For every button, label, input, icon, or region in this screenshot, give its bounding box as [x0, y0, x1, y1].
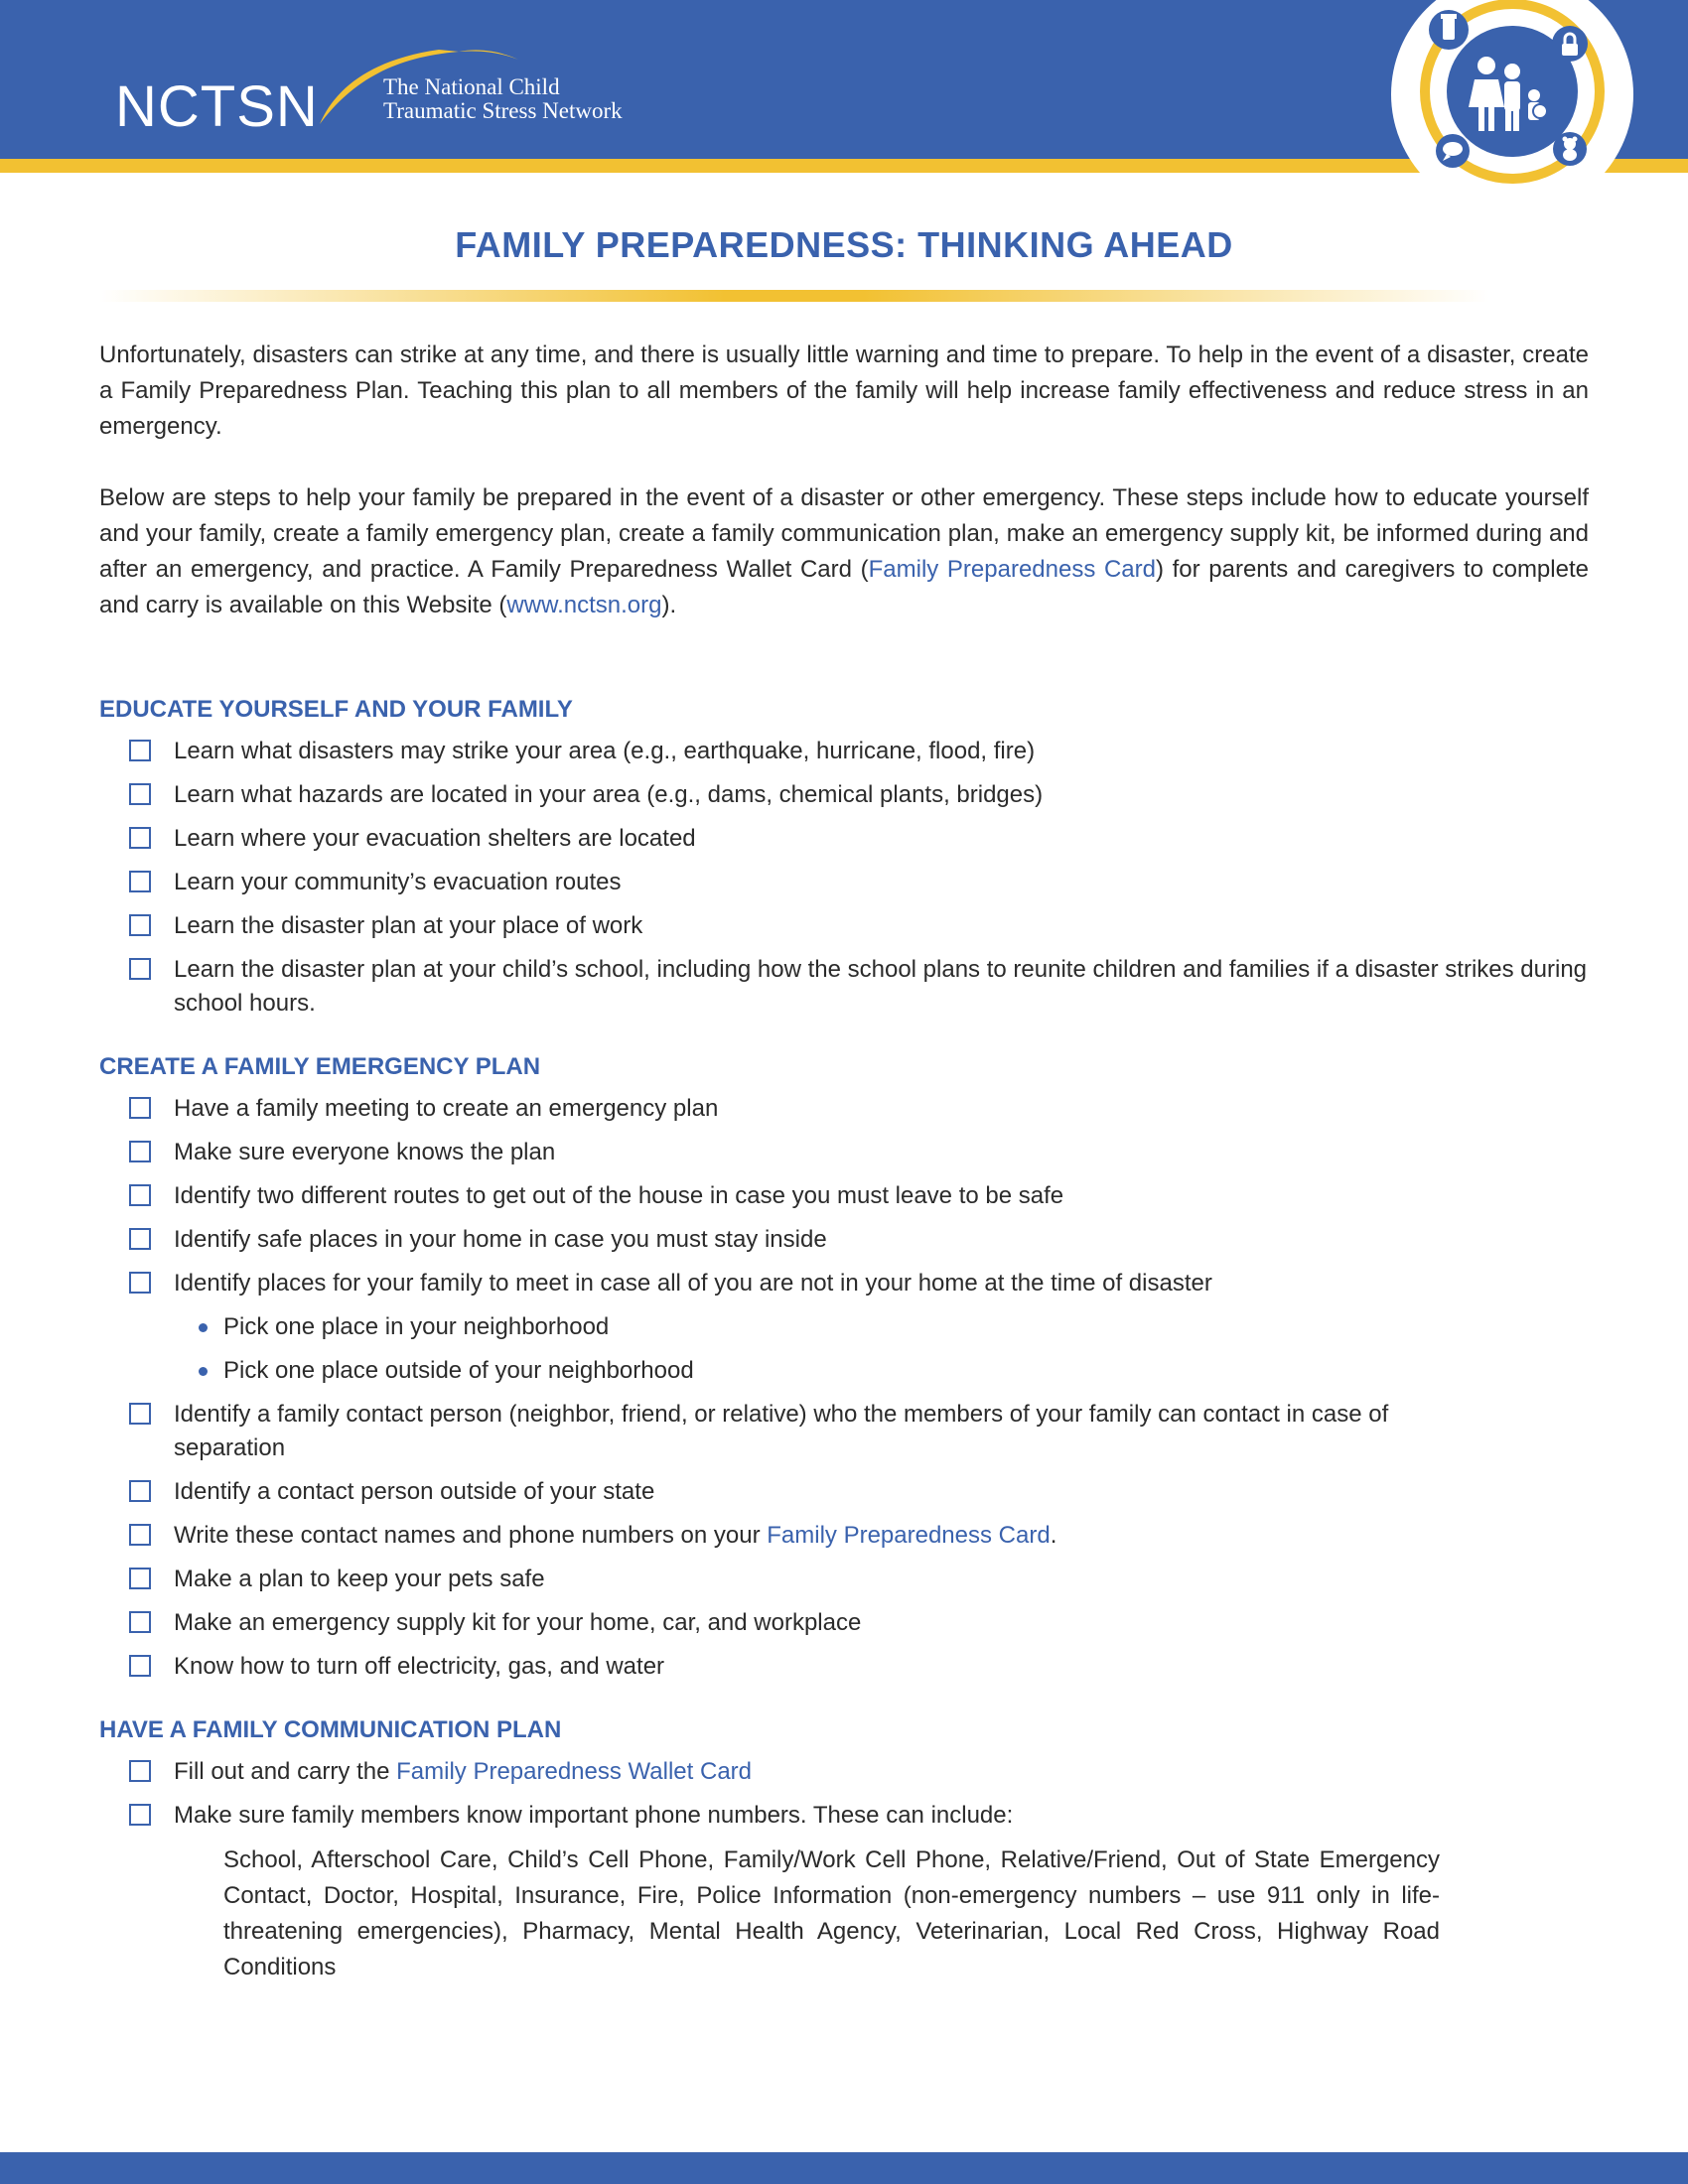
main-content: [99, 338, 1589, 1985]
phone-number-list: School, Afterschool Care, Child’s Cell Phone, Family/Work Cell Phone, Relative/Friend, Out of State Emergency Contact, Doctor, Hospital, Insurance, Fire, Police Information (non-emergency numbers – use 911 only in life-threatening emergencies), Pharmacy, Mental Health Agency, Veterinarian, Local Red Cross, Highway Road Conditions: [223, 1846, 1440, 1980]
checklist-item: [99, 1136, 1594, 1169]
checklist-item: [99, 1398, 1440, 1465]
intro-p2-text-a: Below are steps to help your family be prepared in the event of a disaster or other emergency. These steps include how to educate yourself and your family, create a family emergency plan, create a family communication plan, make an emergency supply kit, be informed during and after an emergency, and practice. A Family Preparedness Wallet Card (: [99, 484, 1589, 583]
nctsn-logo[interactable]: [111, 30, 667, 139]
checklist-item: [99, 778, 1594, 812]
wallet-card-link[interactable]: Family Preparedness Wallet Card: [396, 1758, 753, 1785]
logo-organization-name: [383, 75, 681, 123]
checklist-item: [99, 866, 1594, 899]
title-divider: [99, 290, 1489, 302]
bullet-item-label: Pick one place outside of your neighborhood: [223, 1357, 694, 1384]
intro-p2-text-c: ).: [661, 592, 677, 618]
checklist-item-label: Identify a family contact person (neighbor, friend, or relative) who the members of your family can contact in case of separation: [174, 1401, 1389, 1461]
logo-org-line2: Traumatic Stress Network: [383, 98, 623, 123]
checkbox[interactable]: [129, 1403, 151, 1425]
checkbox[interactable]: [129, 1804, 151, 1826]
intro-p2-text-b: ) for parents and caregivers to complete and carry is available on this Website (: [99, 556, 1589, 618]
bullet-item: [99, 1354, 1589, 1388]
family-emblem-icon: [1383, 0, 1641, 189]
footer-band: [0, 2152, 1688, 2184]
checklist-item: [99, 1223, 1594, 1257]
checkbox[interactable]: [129, 1141, 151, 1162]
checkbox[interactable]: [129, 1655, 151, 1677]
checklist-item-label: Make sure family members know important phone numbers. These can include:: [174, 1802, 1014, 1829]
intro-paragraph-2: [99, 480, 1589, 623]
checkbox[interactable]: [129, 1760, 151, 1782]
checkbox[interactable]: [129, 1524, 151, 1546]
checklist-item-label: Learn what hazards are located in your area (e.g., dams, chemical plants, bridges): [174, 781, 1044, 808]
emergency-plan-checklist: [99, 1092, 1589, 1684]
checkbox[interactable]: [129, 914, 151, 936]
bullet-item: [99, 1310, 1589, 1344]
checklist-item-label: Learn your community’s evacuation routes: [174, 869, 622, 895]
family-preparedness-card-link[interactable]: Family Preparedness Card: [767, 1522, 1051, 1549]
checklist-item-label: Fill out and carry the: [174, 1758, 397, 1785]
checklist-item-label: Learn what disasters may strike your area (e.g., earthquake, hurricane, flood, fire): [174, 738, 1036, 764]
checklist-item: [99, 735, 1594, 768]
educate-checklist: [99, 735, 1589, 1021]
logo-wordmark: NCTSN: [115, 74, 319, 139]
checklist-item: [99, 953, 1589, 1021]
checklist-item: [99, 1755, 1594, 1789]
nctsn-website-link[interactable]: www.nctsn.org: [506, 592, 662, 618]
checklist-item: [99, 1650, 1594, 1684]
family-preparedness-card-link[interactable]: Family Preparedness Card: [868, 556, 1156, 583]
checkbox[interactable]: [129, 1272, 151, 1294]
checkbox[interactable]: [129, 827, 151, 849]
section-heading-emergency-plan: CREATE A FAMILY EMERGENCY PLAN: [99, 1053, 541, 1080]
section-heading-communication-plan: HAVE A FAMILY COMMUNICATION PLAN: [99, 1716, 562, 1743]
checklist-item-label: Learn where your evacuation shelters are located: [174, 825, 696, 852]
checklist-item-suffix: .: [1050, 1522, 1057, 1549]
checklist-item-label: Identify two different routes to get out of the house in case you must leave to be safe: [174, 1182, 1064, 1209]
page-title: FAMILY PREPAREDNESS: THINKING AHEAD: [455, 224, 1233, 265]
checklist-item: [99, 1267, 1594, 1300]
checkbox[interactable]: [129, 1228, 151, 1250]
bullet-dot-icon: [199, 1367, 208, 1376]
teddy-bear-icon: [1553, 132, 1587, 166]
communication-checklist: [99, 1755, 1589, 1833]
checklist-item-label: Learn the disaster plan at your place of work: [174, 912, 643, 939]
checklist-item: [99, 1799, 1594, 1833]
checklist-item-label: Identify a contact person outside of your state: [174, 1478, 655, 1505]
checkbox[interactable]: [129, 1184, 151, 1206]
checklist-item: [99, 1092, 1594, 1126]
checklist-item-label: Learn the disaster plan at your child’s school, including how the school plans to reunite children and families if a disaster strikes during school hours.: [174, 956, 1588, 1017]
medicine-bottle-icon: [1429, 10, 1469, 50]
bullet-dot-icon: [199, 1323, 208, 1332]
bullet-item-label: Pick one place in your neighborhood: [223, 1313, 610, 1340]
checkbox[interactable]: [129, 958, 151, 980]
intro-paragraph-1: Unfortunately, disasters can strike at any time, and there is usually little warning and time to prepare. To help in the event of a disaster, create a Family Preparedness Plan. Teaching this plan to all members of the family will help increase family effectiveness and reduce stress in an emergency.: [99, 341, 1589, 440]
checkbox[interactable]: [129, 1480, 151, 1502]
checklist-item: [99, 1606, 1594, 1640]
checklist-item-label: Know how to turn off electricity, gas, and water: [174, 1653, 665, 1680]
checklist-item: [99, 822, 1594, 856]
logo-org-line1: The National Child: [383, 74, 560, 99]
checklist-item-label: Make an emergency supply kit for your home, car, and workplace: [174, 1609, 862, 1636]
checkbox[interactable]: [129, 871, 151, 892]
checklist-item-label: Make sure everyone knows the plan: [174, 1139, 556, 1165]
checkbox[interactable]: [129, 1611, 151, 1633]
checklist-item-label: Have a family meeting to create an emergency plan: [174, 1095, 719, 1122]
checkbox[interactable]: [129, 1568, 151, 1589]
checklist-item: [99, 1179, 1594, 1213]
checkbox[interactable]: [129, 783, 151, 805]
lock-icon: [1552, 26, 1588, 62]
checklist-item-label: Identify safe places in your home in case you must stay inside: [174, 1226, 827, 1253]
section-heading-educate: EDUCATE YOURSELF AND YOUR FAMILY: [99, 696, 573, 723]
checklist-item: [99, 1519, 1594, 1553]
speech-bubble-icon: [1436, 134, 1470, 168]
checkbox[interactable]: [129, 1097, 151, 1119]
checklist-item: [99, 1475, 1594, 1509]
checkbox[interactable]: [129, 740, 151, 761]
checklist-item: [99, 909, 1594, 943]
checklist-item-label: Write these contact names and phone numbers on your: [174, 1522, 768, 1549]
checklist-item: [99, 1563, 1594, 1596]
checklist-item-label: Make a plan to keep your pets safe: [174, 1566, 545, 1592]
checklist-item-label: Identify places for your family to meet in case all of you are not in your home at the time of disaster: [174, 1270, 1212, 1297]
